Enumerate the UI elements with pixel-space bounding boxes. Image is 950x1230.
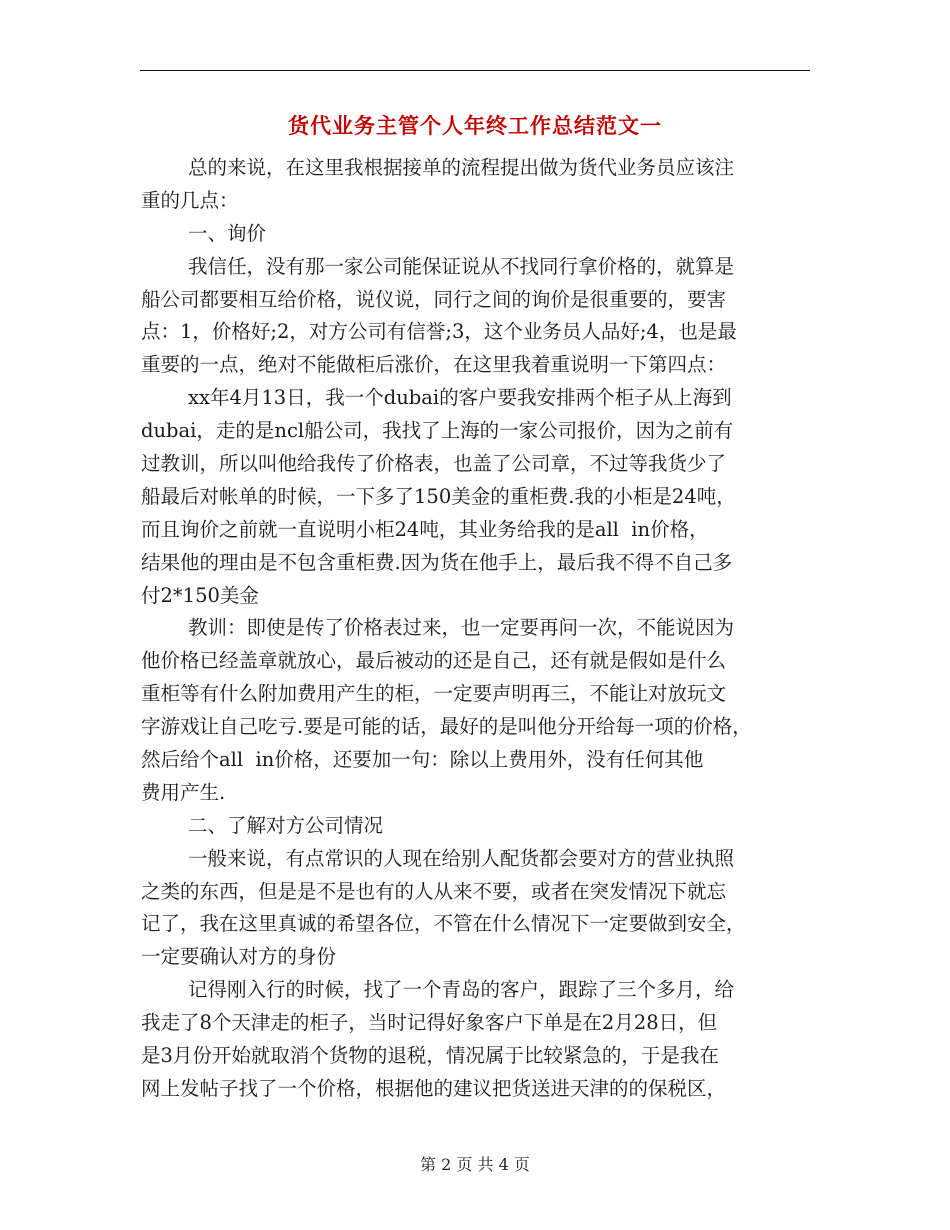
text-line: 然后给个all in价格，还要加一句：除以上费用外，没有任何其他 xyxy=(141,748,704,772)
text-line: 船最后对帐单的时候，一下多了150美金的重柜费.我的小柜是24吨， xyxy=(141,484,736,508)
text-line: 是3月份开始就取消个货物的退税，情况属于比较紧急的，于是我在 xyxy=(141,1044,719,1068)
text-line: 一、询价 xyxy=(188,221,267,245)
text-line: 教训：即使是传了价格表过来，也一定要再问一次，不能说因为 xyxy=(188,616,735,640)
text-line: xx年4月13日，我一个dubai的客户要我安排两个柜子从上海到 xyxy=(188,386,732,410)
text-line: 费用产生. xyxy=(141,780,226,804)
header-rule xyxy=(140,70,810,71)
text-line: 总的来说，在这里我根据接单的流程提出做为货代业务员应该注 xyxy=(188,156,735,179)
text-line: 网上发帖子找了一个价格，根据他的建议把货送进天津的的保税区， xyxy=(141,1076,727,1100)
text-line: 船公司都要相互给价格，说仪说，同行之间的询价是很重要的，要害 xyxy=(141,287,727,311)
text-line: 之类的东西，但是是不是也有的人从来不要，或者在突发情况下就忘 xyxy=(141,879,727,903)
text-line: 付2*150美金 xyxy=(141,583,259,607)
text-line: 一定要确认对方的身份 xyxy=(141,945,337,969)
text-line: 记得刚入行的时候，找了一个青岛的客户，跟踪了三个多月，给 xyxy=(188,978,735,1002)
text-line: 重柜等有什么附加费用产生的柜，一定要声明再三，不能让对放玩文 xyxy=(141,682,727,706)
text-line: 我信任，没有那一家公司能保证说从不找同行拿价格的，就算是 xyxy=(188,254,735,278)
text-line: 他价格已经盖章就放心，最后被动的还是自己，还有就是假如是什么 xyxy=(141,649,727,673)
document-body xyxy=(141,152,809,1106)
text-line: 重要的一点，绝对不能做柜后涨价，在这里我着重说明一下第四点： xyxy=(141,353,727,377)
text-line: 我走了8个天津走的柜子，当时记得好象客户下单是在2月28日，但 xyxy=(141,1011,718,1035)
text-line: 重的几点： xyxy=(141,188,239,212)
text-line: 点：1，价格好;2，对方公司有信誉;3，这个业务员人品好;4，也是最 xyxy=(141,320,737,344)
text-line: 结果他的理由是不包含重柜费.因为货在他手上，最后我不得不自己多 xyxy=(141,550,733,574)
text-line: dubai，走的是ncl船公司，我找了上海的一家公司报价，因为之前有 xyxy=(141,419,734,443)
text-line: 而且询价之前就一直说明小柜24吨，其业务给我的是all in价格， xyxy=(141,517,709,541)
text-line: 一般来说，有点常识的人现在给别人配货都会要对方的营业执照 xyxy=(188,846,735,870)
text-line: 过教训，所以叫他给我传了价格表，也盖了公司章，不过等我货少了 xyxy=(141,452,727,476)
text-line: 二、了解对方公司情况 xyxy=(188,813,384,837)
document-title: 货代业务主管个人年终工作总结范文一 xyxy=(288,113,662,138)
text-line: 记了，我在这里真诚的希望各位，不管在什么情况下一定要做到安全， xyxy=(141,912,746,936)
page-number: 第 2 页 共 4 页 xyxy=(420,1155,530,1174)
text-line: 字游戏让自己吃亏.要是可能的话，最好的是叫他分开给每一项的价格， xyxy=(141,715,752,739)
